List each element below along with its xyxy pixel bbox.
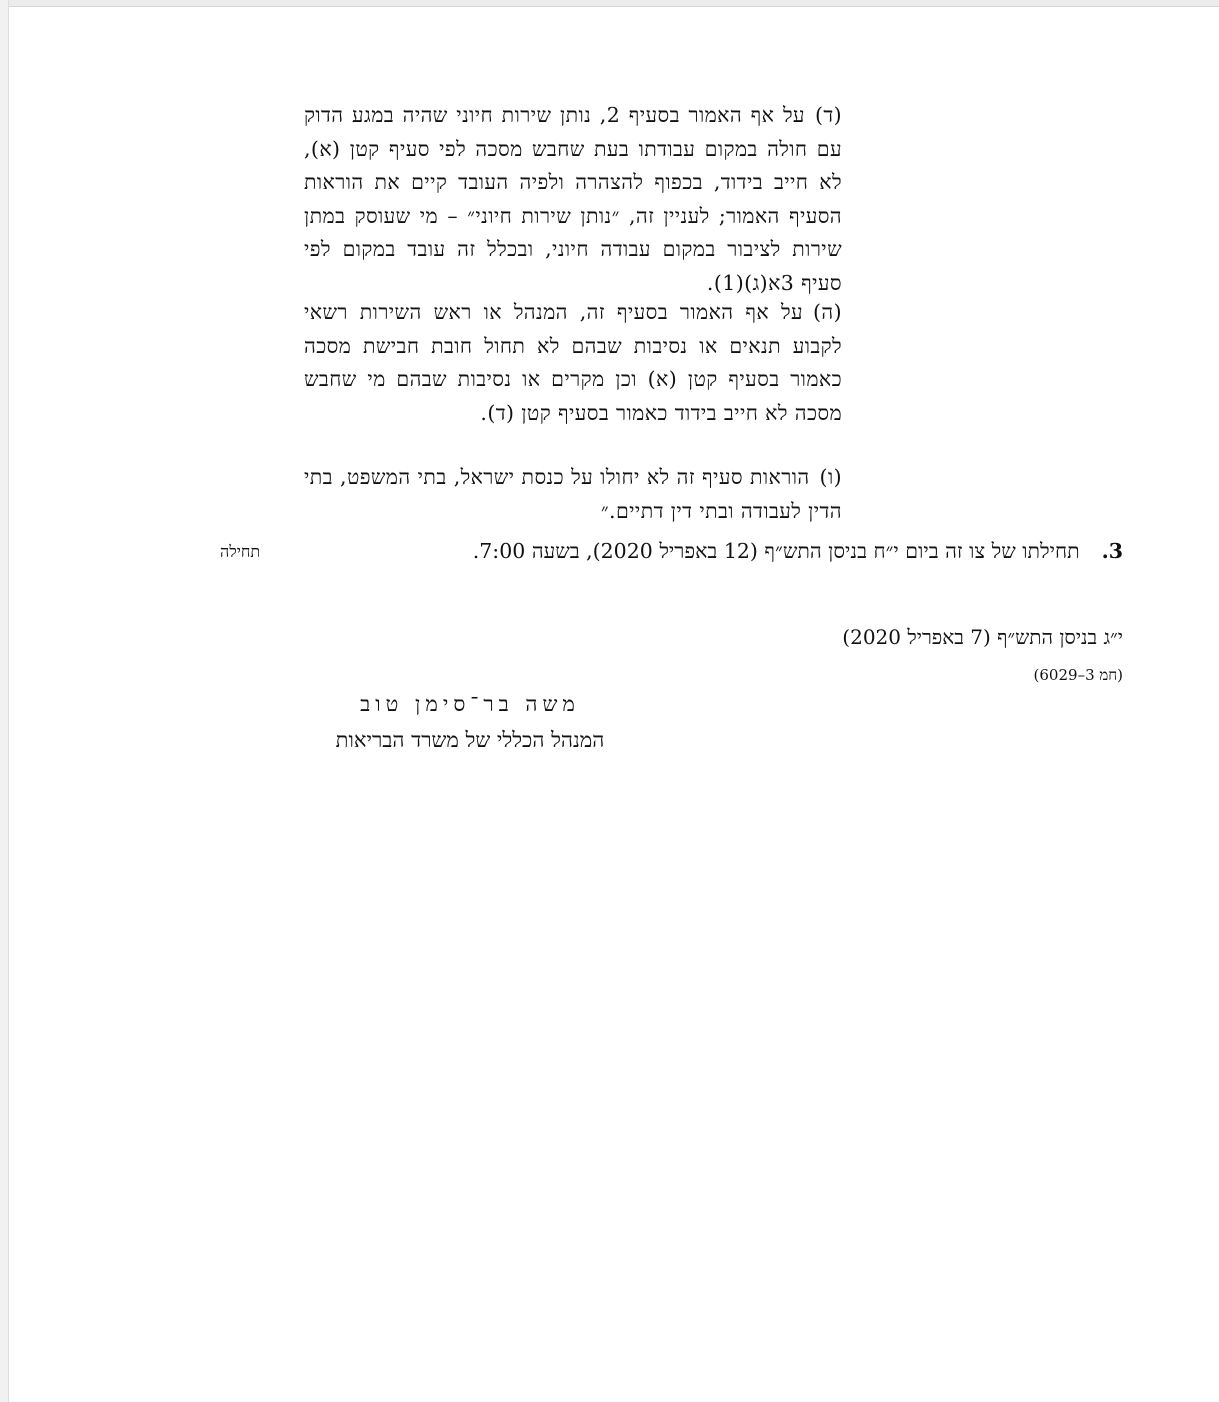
date-line: י״ג בניסן התש״ף (7 באפריל 2020) — [842, 625, 1123, 649]
subsection-d-text: על אף האמור בסעיף 2, נותן שירות חיוני שהיה במגע הדוק עם חולה במקום עבודתו בעת שחבש מסכה לפי סעיף קטן (א), לא חייב בידוד, בכפוף להצהרה ולפיה העובד קיים את הוראות הסעיף האמור; לעניין זה, ״נותן שירות חיוני״ – מי שעוסק במתן שירות לציבור במקום עבודה חיוני, ובכלל זה עובד במקום לפי סעיף 3א(ג)(1). — [304, 103, 842, 295]
subsection-h-text: על אף האמור בסעיף זה, המנהל או ראש השירות רשאי לקבוע תנאים או נסיבות שבהם לא תחול חובת חבישת מסכה כאמור בסעיף קטן (א) וכן מקרים או נסיבות שבהם מי שחבש מסכה לא חייב בידוד כאמור בסעיף קטן (ד). — [304, 300, 842, 425]
section-3-number: 3. — [1101, 539, 1123, 563]
subsection-h-marker: (ה) — [813, 300, 842, 324]
signature-title: המנהל הכללי של משרד הבריאות — [335, 728, 605, 752]
section-3 — [263, 536, 1123, 566]
subsection-v-text: הוראות סעיף זה לא יחולו על כנסת ישראל, בתי המשפט, בתי הדין לעבודה ובתי דין דתיים.״ — [304, 465, 842, 523]
subsection-v — [304, 461, 842, 528]
subsection-d — [304, 99, 842, 301]
margin-note: תחילה — [220, 542, 261, 561]
section-3-text: תחילתו של צו זה ביום י״ח בניסן התש״ף (12 באפריל 2020), בשעה 7:00. — [472, 539, 1080, 563]
signature-name: משה בר־סימן טוב — [360, 692, 580, 716]
reference-number: (חמ 3–6029) — [1033, 666, 1123, 684]
subsection-v-marker: (ו) — [819, 465, 842, 489]
page-top-edge — [0, 0, 1219, 7]
page-left-edge — [0, 0, 9, 1402]
subsection-h — [304, 296, 842, 430]
subsection-d-marker: (ד) — [814, 103, 842, 127]
